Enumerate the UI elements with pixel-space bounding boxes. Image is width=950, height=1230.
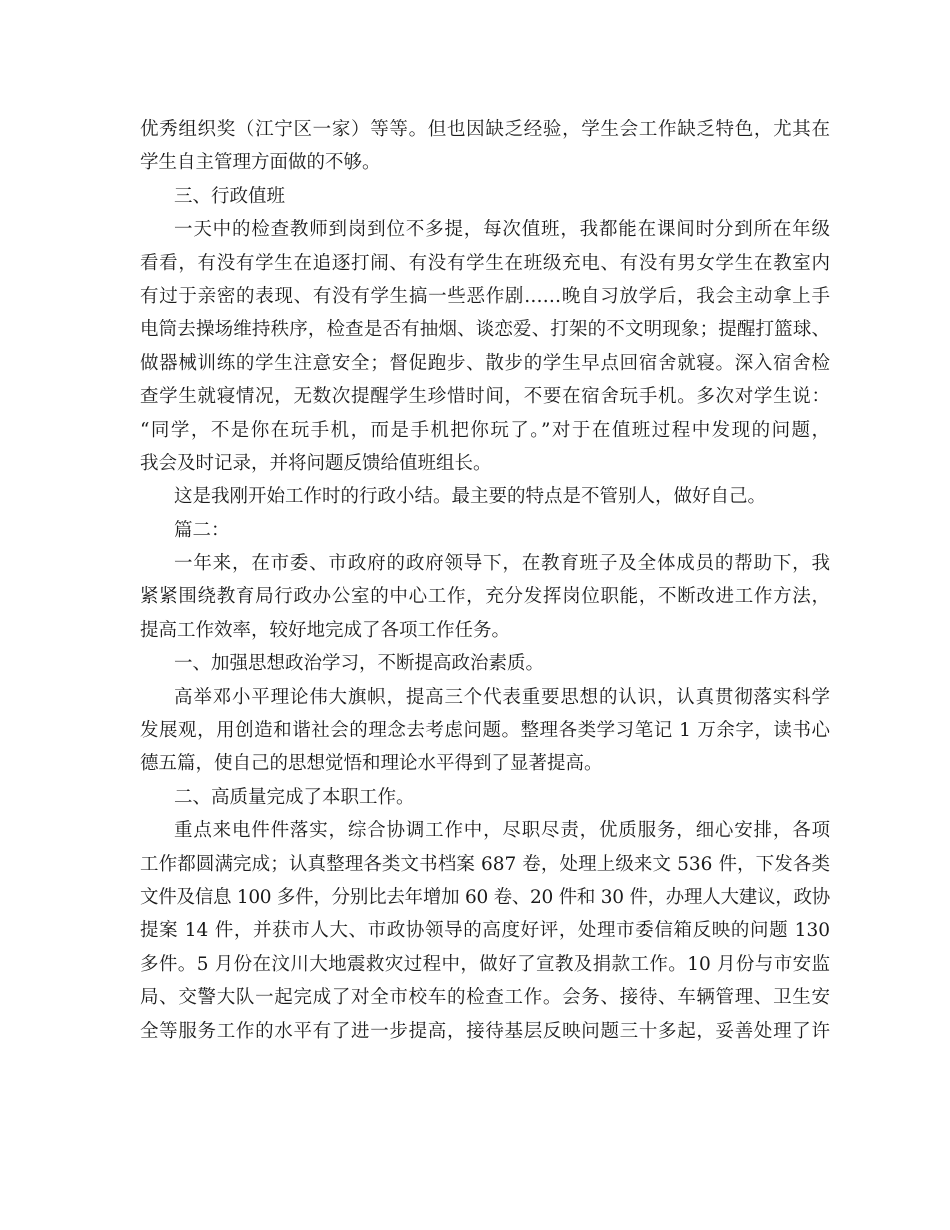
text-line: 一、加强思想政治学习，不断提高政治素质。 xyxy=(174,653,545,675)
text-line: 多件。5 月份在汶川大地震救灾过程中，做好了宣教及捐款工作。10 月份与市安监 xyxy=(140,953,830,975)
text-line: 三、行政值班 xyxy=(174,185,286,207)
text-line: 紧紧围绕教育局行政办公室的中心工作，充分发挥岗位职能，不断改进工作方法， xyxy=(140,586,830,608)
text-line: 提案 14 件，并获市人大、市政协领导的高度好评，处理市委信箱反映的问题 130 xyxy=(140,920,830,942)
text-line: 工作都圆满完成；认真整理各类文书档案 687 卷，处理上级来文 536 件，下发各类 xyxy=(140,853,830,875)
text-line: 这是我刚开始工作时的行政小结。最主要的特点是不管别人，做好自己。 xyxy=(174,486,767,508)
text-line: 二、高质量完成了本职工作。 xyxy=(174,786,415,808)
text-line: 一年来，在市委、市政府的政府领导下，在教育班子及全体成员的帮助下，我 xyxy=(174,553,830,575)
text-line: 发展观，用创造和谐社会的理念去考虑问题。整理各类学习笔记 1 万余字，读书心 xyxy=(140,720,830,742)
text-line: 重点来电件件落实，综合协调工作中，尽职尽责，优质服务，细心安排，各项 xyxy=(174,820,830,842)
text-line: 我会及时记录，并将问题反馈给值班组长。 xyxy=(140,452,492,474)
text-line: 文件及信息 100 多件，分别比去年增加 60 卷、20 件和 30 件，办理人大建议，政协 xyxy=(140,886,830,908)
text-line: 做器械训练的学生注意安全；督促跑步、散步的学生早点回宿舍就寝。深入宿舍检 xyxy=(140,352,830,374)
text-line: 高举邓小平理论伟大旗帜，提高三个代表重要思想的认识，认真贯彻落实科学 xyxy=(174,686,830,708)
text-line: 学生自主管理方面做的不够。 xyxy=(140,152,381,174)
text-line: 局、交警大队一起完成了对全市校车的检查工作。会务、接待、车辆管理、卫生安 xyxy=(140,987,830,1009)
document-body xyxy=(140,113,830,1048)
text-line: 全等服务工作的水平有了进一步提高，接待基层反映问题三十多起，妥善处理了许 xyxy=(140,1020,830,1042)
text-line: 看看，有没有学生在追逐打闹、有没有学生在班级充电、有没有男女学生在教室内 xyxy=(140,252,830,274)
text-line: “同学，不是你在玩手机，而是手机把你玩了。”对于在值班过程中发现的问题， xyxy=(140,419,830,441)
text-line: 优秀组织奖（江宁区一家）等等。但也因缺乏经验，学生会工作缺乏特色，尤其在 xyxy=(140,119,830,140)
text-line: 查学生就寝情况，无数次提醒学生珍惜时间，不要在宿舍玩手机。多次对学生说： xyxy=(140,386,830,408)
text-line: 篇二： xyxy=(174,519,230,541)
text-line: 有过于亲密的表现、有没有学生搞一些恶作剧……晚自习放学后，我会主动拿上手 xyxy=(140,285,830,307)
text-line: 电筒去操场维持秩序，检查是否有抽烟、谈恋爱、打架的不文明现象；提醒打篮球、 xyxy=(140,319,830,341)
text-line: 德五篇，使自己的思想觉悟和理论水平得到了显著提高。 xyxy=(140,753,603,775)
text-line: 一天中的检查教师到岗到位不多提，每次值班，我都能在课间时分到所在年级 xyxy=(174,219,830,241)
text-line: 提高工作效率，较好地完成了各项工作任务。 xyxy=(140,619,511,641)
